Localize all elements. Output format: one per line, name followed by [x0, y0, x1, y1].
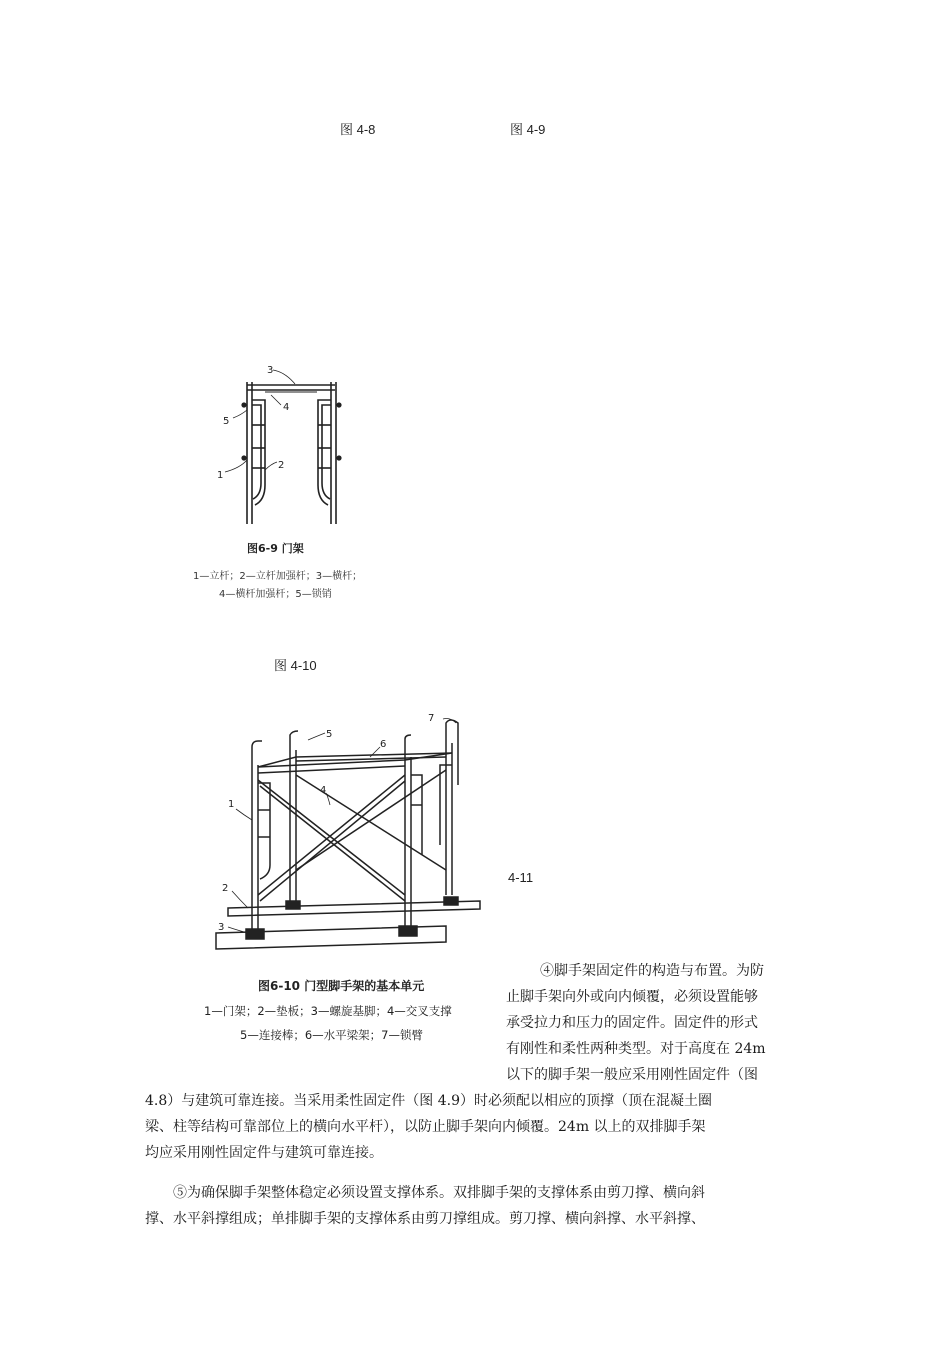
caption-fig-4-9: 图 4-9: [510, 122, 546, 137]
figure-6-9-legend-line1: 1—立杆；2—立杆加强杆；3—横杆；: [193, 571, 363, 582]
unit-label-5: 5: [326, 729, 333, 740]
frame-label-5: 5: [223, 416, 230, 427]
paragraph-4-line: 梁、柱等结构可靠部位上的横向水平杆），以防止脚手架向内倾覆。24m 以上的双排脚手架: [145, 1119, 706, 1135]
figure-6-9-legend-line2: 4—横杆加强杆；5—锁销: [219, 589, 332, 600]
unit-label-3: 3: [218, 922, 225, 933]
paragraph-4-line: 承受拉力和压力的固定件。固定件的形式: [506, 1015, 758, 1031]
paragraph-4-line: 以下的脚手架一般应采用刚性固定件（图: [506, 1067, 758, 1083]
paragraph-4-line: 均应采用刚性固定件与建筑可靠连接。: [145, 1145, 383, 1161]
figure-basic-unit: [200, 705, 490, 1050]
frame-label-2: 2: [278, 460, 285, 471]
paragraph-5-line: 撑、水平斜撑组成；单排脚手架的支撑体系由剪刀撑组成。剪刀撑、横向斜撑、水平斜撑、: [145, 1211, 705, 1227]
door-frame-drawing: [185, 360, 395, 540]
figure-6-10-legend-line1: 1—门架；2—垫板；3—螺旋基脚；4—交叉支撑: [204, 1004, 452, 1018]
unit-label-7: 7: [428, 713, 435, 724]
unit-label-4: 4: [320, 785, 327, 796]
paragraph-4-line: 4.8）与建筑可靠连接。当采用柔性固定件（图 4.9）时必须配以相应的顶撑（顶在混凝土圈: [145, 1093, 712, 1109]
caption-fig-4-8: 图 4-8: [340, 122, 376, 137]
figure-6-10-title: 图6-10 门型脚手架的基本单元: [258, 979, 425, 993]
basic-unit-drawing: [200, 705, 490, 960]
unit-label-6: 6: [380, 739, 387, 750]
paragraph-4-continued: [145, 1088, 809, 1166]
unit-label-1: 1: [228, 799, 235, 810]
frame-label-3: 3: [267, 365, 274, 376]
paragraph-5: [145, 1180, 809, 1232]
figure-6-9-title: 图6-9 门架: [247, 542, 304, 555]
frame-label-4: 4: [283, 402, 290, 413]
figure-6-10-legend-line2: 5—连接棒；6—水平梁架；7—锁臂: [240, 1028, 423, 1042]
frame-label-1: 1: [217, 470, 224, 481]
paragraph-4-line: 止脚手架向外或向内倾覆，必须设置能够: [506, 989, 758, 1005]
paragraph-5-line: ⑤为确保脚手架整体稳定必须设置支撑体系。双排脚手架的支撑体系由剪刀撑、横向斜: [173, 1185, 705, 1201]
paragraph-4-line: ④脚手架固定件的构造与布置。为防: [540, 963, 764, 979]
paragraph-4-wrapped: [506, 958, 808, 1088]
figure-door-frame: [185, 360, 395, 605]
caption-fig-4-10: 图 4-10: [274, 658, 317, 673]
paragraph-4-line: 有刚性和柔性两种类型。对于高度在 24m: [506, 1041, 766, 1057]
caption-fig-4-11: 4-11: [508, 870, 534, 885]
unit-label-2: 2: [222, 883, 229, 894]
